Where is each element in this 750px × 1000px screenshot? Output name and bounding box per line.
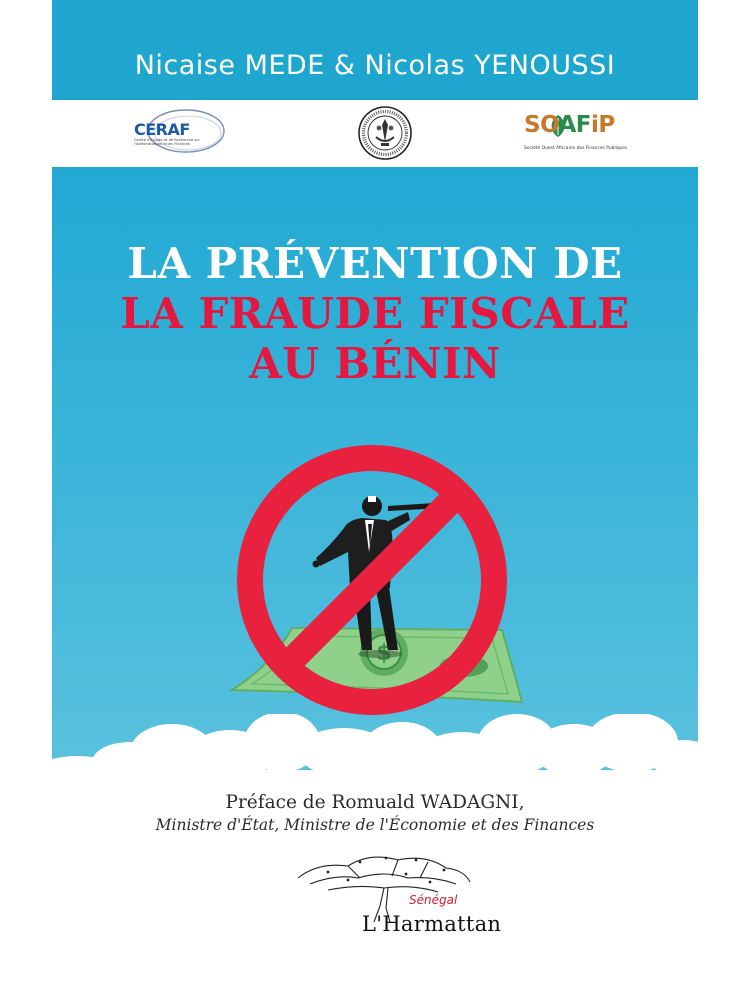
dgi-seal [354,104,416,162]
ceraf-logo-subtitle: Centre d'Etudes et de Recherche sur l'Administration et les Finances [134,138,200,147]
prohibition-illustration [212,440,532,740]
soafip-logo-name: SOAFiP [524,112,615,138]
authors: Nicaise MEDE & Nicolas YENOUSSI [134,50,616,81]
title-line-3: AU BÉNIN [249,339,501,388]
title-line-1: LA PRÉVENTION DE [127,239,623,288]
preface-role: Ministre d'État, Ministre de l'Économie et des Finances [155,816,595,834]
title-line-2: LA FRAUDE FISCALE [120,289,630,338]
preface-line: Préface de Romuald WADAGNI, [225,792,525,813]
ceraf-logo-name: CERAF [134,120,190,139]
book-cover [52,0,698,1000]
clouds [52,714,698,786]
publisher-name: L'Harmattan [362,912,502,936]
publisher-region: Sénégal [409,893,458,907]
soafip-logo-subtitle: Société Ouest Africaine des Finances Publiques [524,146,628,151]
